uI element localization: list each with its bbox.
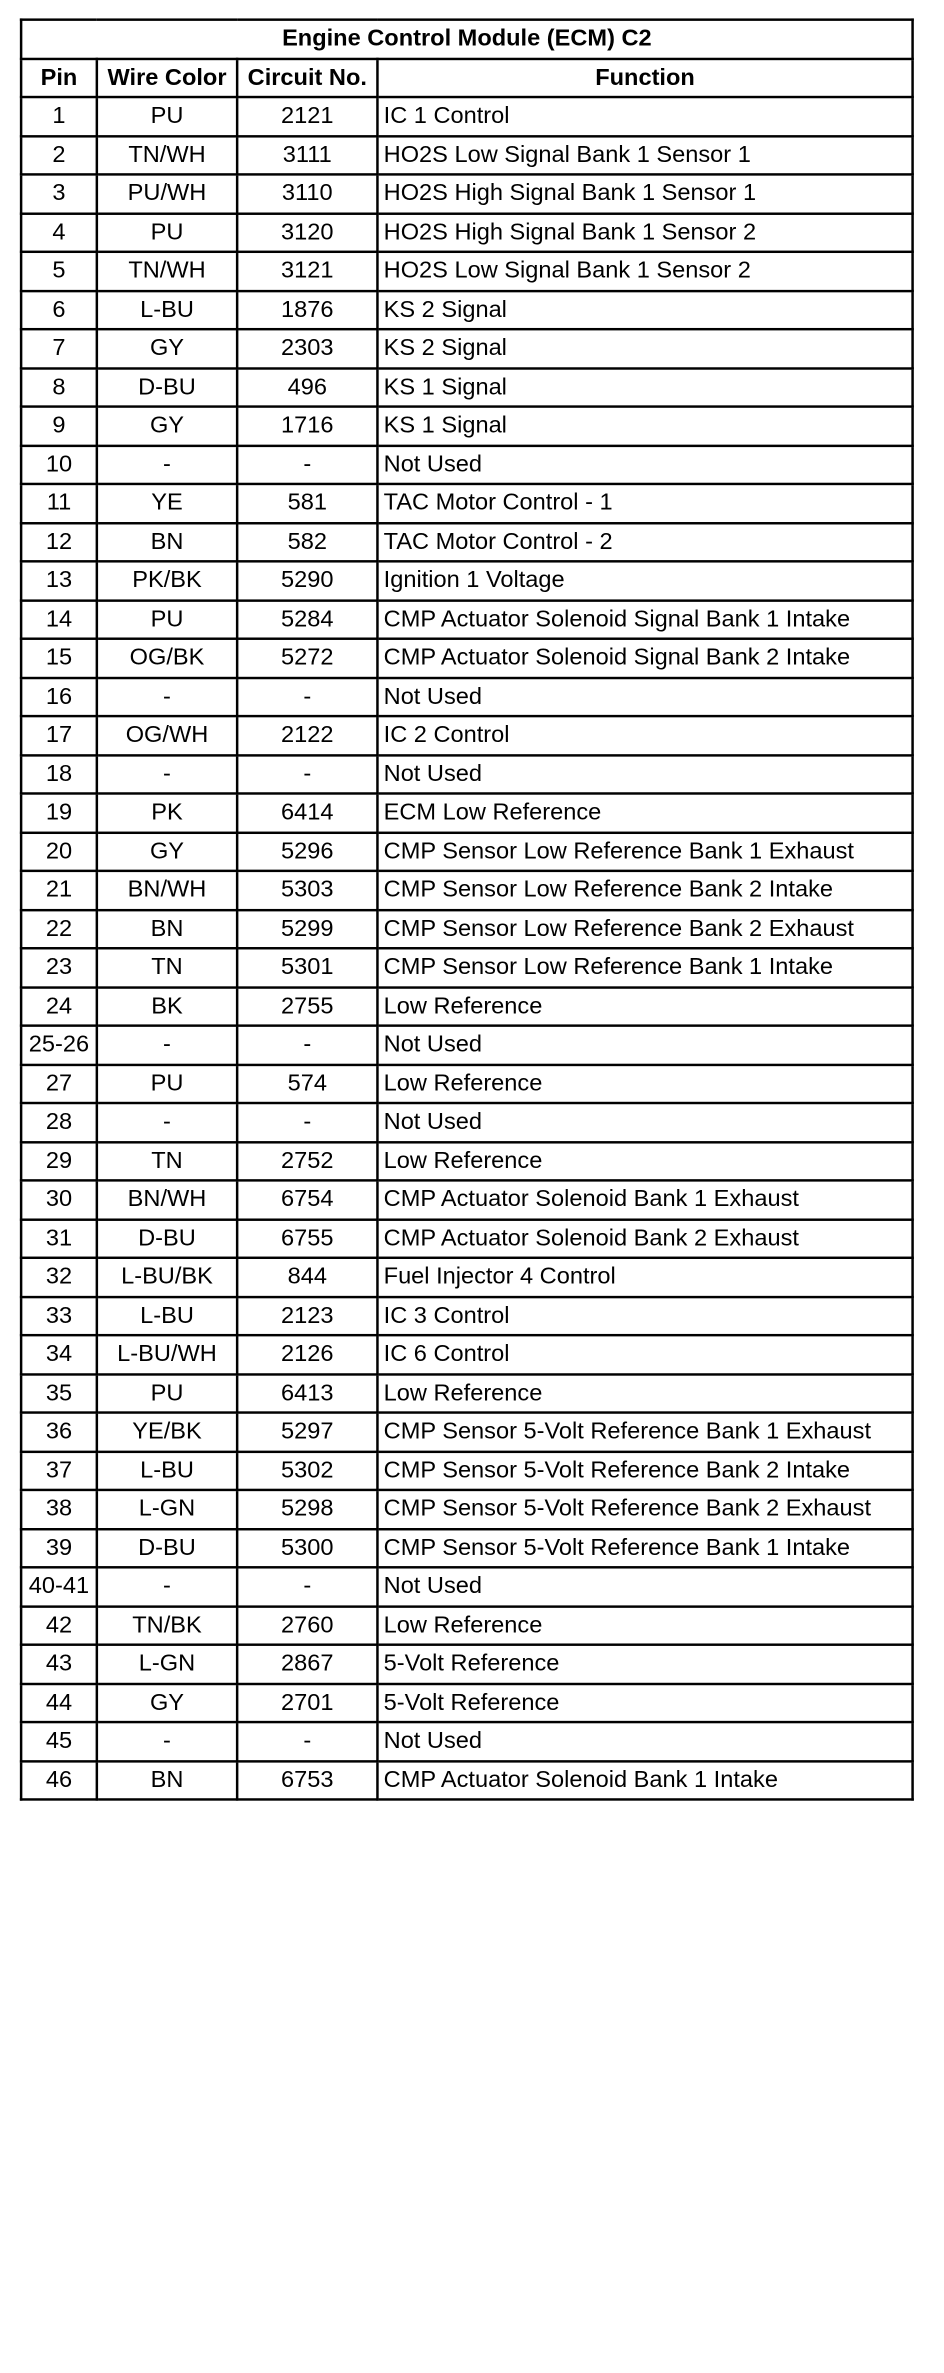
wire-color-cell: - xyxy=(97,445,237,484)
circuit-number-cell: 5303 xyxy=(237,871,377,910)
wire-color-cell: L-BU/BK xyxy=(97,1258,237,1297)
pin-cell: 24 xyxy=(21,987,97,1026)
pin-cell: 34 xyxy=(21,1335,97,1374)
function-cell: Low Reference xyxy=(377,1142,912,1181)
table-row xyxy=(21,1180,913,1219)
function-cell: CMP Actuator Solenoid Bank 1 Exhaust xyxy=(377,1180,912,1219)
circuit-number-cell: 6753 xyxy=(237,1761,377,1800)
function-cell: ECM Low Reference xyxy=(377,793,912,832)
circuit-number-cell: 5300 xyxy=(237,1529,377,1568)
wire-color-cell: - xyxy=(97,755,237,794)
wire-color-cell: OG/WH xyxy=(97,716,237,755)
circuit-number-cell: 2122 xyxy=(237,716,377,755)
circuit-number-cell: 5290 xyxy=(237,561,377,600)
table-row xyxy=(21,1026,913,1065)
circuit-number-cell: 582 xyxy=(237,523,377,562)
pin-cell: 2 xyxy=(21,136,97,175)
pin-cell: 36 xyxy=(21,1413,97,1452)
function-cell: CMP Sensor Low Reference Bank 2 Intake xyxy=(377,871,912,910)
table-row xyxy=(21,523,913,562)
function-cell: CMP Actuator Solenoid Signal Bank 1 Intake xyxy=(377,600,912,639)
function-cell: HO2S High Signal Bank 1 Sensor 1 xyxy=(377,174,912,213)
pin-cell: 14 xyxy=(21,600,97,639)
table-header-row xyxy=(21,58,913,97)
circuit-number-cell: 2867 xyxy=(237,1645,377,1684)
table-row xyxy=(21,910,913,949)
table-row xyxy=(21,832,913,871)
pin-cell: 5 xyxy=(21,252,97,291)
wire-color-cell: - xyxy=(97,1103,237,1142)
function-cell: CMP Sensor Low Reference Bank 2 Exhaust xyxy=(377,910,912,949)
circuit-number-cell: - xyxy=(237,677,377,716)
function-cell: CMP Sensor 5-Volt Reference Bank 2 Exhaust xyxy=(377,1490,912,1529)
circuit-number-cell: 581 xyxy=(237,484,377,523)
circuit-number-cell: 6754 xyxy=(237,1180,377,1219)
circuit-number-cell: - xyxy=(237,1026,377,1065)
wire-color-cell: L-BU xyxy=(97,290,237,329)
wire-color-cell: L-GN xyxy=(97,1490,237,1529)
table-row xyxy=(21,1722,913,1761)
wire-color-cell: TN xyxy=(97,1142,237,1181)
table-row xyxy=(21,213,913,252)
pin-cell: 3 xyxy=(21,174,97,213)
wire-color-cell: GY xyxy=(97,407,237,446)
circuit-number-cell: 6413 xyxy=(237,1374,377,1413)
table-row xyxy=(21,793,913,832)
table-row xyxy=(21,1606,913,1645)
pin-cell: 25-26 xyxy=(21,1026,97,1065)
circuit-number-cell: 3111 xyxy=(237,136,377,175)
circuit-number-cell: 5302 xyxy=(237,1451,377,1490)
table-row xyxy=(21,97,913,136)
function-cell: HO2S Low Signal Bank 1 Sensor 2 xyxy=(377,252,912,291)
circuit-number-cell: 3120 xyxy=(237,213,377,252)
circuit-number-cell: 2701 xyxy=(237,1683,377,1722)
circuit-number-cell: 5296 xyxy=(237,832,377,871)
function-cell: Not Used xyxy=(377,755,912,794)
table-row xyxy=(21,174,913,213)
circuit-number-cell: 2126 xyxy=(237,1335,377,1374)
wire-color-cell: GY xyxy=(97,832,237,871)
wire-color-cell: - xyxy=(97,1567,237,1606)
pin-cell: 38 xyxy=(21,1490,97,1529)
circuit-number-cell: 5272 xyxy=(237,639,377,678)
pin-cell: 12 xyxy=(21,523,97,562)
wire-color-cell: - xyxy=(97,1026,237,1065)
circuit-number-cell: 3110 xyxy=(237,174,377,213)
pin-cell: 37 xyxy=(21,1451,97,1490)
pin-cell: 35 xyxy=(21,1374,97,1413)
wire-color-cell: TN/BK xyxy=(97,1606,237,1645)
wire-color-cell: YE/BK xyxy=(97,1413,237,1452)
pin-cell: 9 xyxy=(21,407,97,446)
function-cell: Not Used xyxy=(377,1103,912,1142)
function-cell: CMP Sensor Low Reference Bank 1 Intake xyxy=(377,948,912,987)
pin-cell: 21 xyxy=(21,871,97,910)
table-row xyxy=(21,639,913,678)
circuit-number-cell: 574 xyxy=(237,1064,377,1103)
table-row xyxy=(21,329,913,368)
function-cell: CMP Actuator Solenoid Bank 1 Intake xyxy=(377,1761,912,1800)
circuit-number-cell: 2123 xyxy=(237,1296,377,1335)
wire-color-cell: BN/WH xyxy=(97,1180,237,1219)
table-row xyxy=(21,368,913,407)
wire-color-cell: BK xyxy=(97,987,237,1026)
function-cell: IC 1 Control xyxy=(377,97,912,136)
table-row xyxy=(21,1335,913,1374)
function-cell: Ignition 1 Voltage xyxy=(377,561,912,600)
wire-color-cell: D-BU xyxy=(97,1219,237,1258)
circuit-number-cell: - xyxy=(237,445,377,484)
table-title-row xyxy=(21,20,913,59)
header-wire-color: Wire Color xyxy=(97,58,237,97)
function-cell: CMP Sensor Low Reference Bank 1 Exhaust xyxy=(377,832,912,871)
table-row xyxy=(21,1645,913,1684)
table-row xyxy=(21,1567,913,1606)
function-cell: IC 6 Control xyxy=(377,1335,912,1374)
circuit-number-cell: 496 xyxy=(237,368,377,407)
table-row xyxy=(21,136,913,175)
wire-color-cell: BN xyxy=(97,910,237,949)
circuit-number-cell: - xyxy=(237,1722,377,1761)
table-row xyxy=(21,445,913,484)
table-row xyxy=(21,1064,913,1103)
wire-color-cell: PU/WH xyxy=(97,174,237,213)
circuit-number-cell: 2303 xyxy=(237,329,377,368)
wire-color-cell: L-BU/WH xyxy=(97,1335,237,1374)
function-cell: HO2S Low Signal Bank 1 Sensor 1 xyxy=(377,136,912,175)
function-cell: Low Reference xyxy=(377,1374,912,1413)
pin-cell: 1 xyxy=(21,97,97,136)
function-cell: KS 1 Signal xyxy=(377,368,912,407)
wire-color-cell: TN xyxy=(97,948,237,987)
pin-cell: 11 xyxy=(21,484,97,523)
circuit-number-cell: 5298 xyxy=(237,1490,377,1529)
table-body xyxy=(21,97,913,1799)
circuit-number-cell: 2755 xyxy=(237,987,377,1026)
ecm-connector-table xyxy=(20,18,914,1800)
circuit-number-cell: 2760 xyxy=(237,1606,377,1645)
table-title: Engine Control Module (ECM) C2 xyxy=(21,20,913,59)
table-row xyxy=(21,1103,913,1142)
wire-color-cell: PU xyxy=(97,1064,237,1103)
table-row xyxy=(21,1142,913,1181)
circuit-number-cell: 2121 xyxy=(237,97,377,136)
pin-cell: 43 xyxy=(21,1645,97,1684)
wire-color-cell: PU xyxy=(97,97,237,136)
pin-cell: 27 xyxy=(21,1064,97,1103)
wire-color-cell: PK xyxy=(97,793,237,832)
pin-cell: 23 xyxy=(21,948,97,987)
function-cell: 5-Volt Reference xyxy=(377,1683,912,1722)
table-row xyxy=(21,561,913,600)
pin-cell: 42 xyxy=(21,1606,97,1645)
wire-color-cell: D-BU xyxy=(97,368,237,407)
function-cell: Low Reference xyxy=(377,987,912,1026)
pin-cell: 28 xyxy=(21,1103,97,1142)
table-row xyxy=(21,716,913,755)
wire-color-cell: GY xyxy=(97,329,237,368)
table-row xyxy=(21,987,913,1026)
function-cell: KS 2 Signal xyxy=(377,329,912,368)
pin-cell: 40-41 xyxy=(21,1567,97,1606)
function-cell: KS 2 Signal xyxy=(377,290,912,329)
circuit-number-cell: 5299 xyxy=(237,910,377,949)
table-row xyxy=(21,1490,913,1529)
wire-color-cell: L-BU xyxy=(97,1451,237,1490)
table-row xyxy=(21,677,913,716)
function-cell: CMP Sensor 5-Volt Reference Bank 2 Intake xyxy=(377,1451,912,1490)
table-row xyxy=(21,1374,913,1413)
circuit-number-cell: 1716 xyxy=(237,407,377,446)
circuit-number-cell: 5301 xyxy=(237,948,377,987)
table-row xyxy=(21,290,913,329)
function-cell: Not Used xyxy=(377,677,912,716)
wire-color-cell: YE xyxy=(97,484,237,523)
function-cell: Fuel Injector 4 Control xyxy=(377,1258,912,1297)
wire-color-cell: - xyxy=(97,677,237,716)
table-row xyxy=(21,1451,913,1490)
table-row xyxy=(21,1219,913,1258)
pin-cell: 7 xyxy=(21,329,97,368)
wire-color-cell: BN/WH xyxy=(97,871,237,910)
pin-cell: 4 xyxy=(21,213,97,252)
function-cell: KS 1 Signal xyxy=(377,407,912,446)
pin-cell: 31 xyxy=(21,1219,97,1258)
function-cell: 5-Volt Reference xyxy=(377,1645,912,1684)
pin-cell: 10 xyxy=(21,445,97,484)
header-circuit-no: Circuit No. xyxy=(237,58,377,97)
function-cell: Not Used xyxy=(377,1722,912,1761)
wire-color-cell: BN xyxy=(97,523,237,562)
function-cell: CMP Sensor 5-Volt Reference Bank 1 Exhaust xyxy=(377,1413,912,1452)
function-cell: CMP Actuator Solenoid Signal Bank 2 Intake xyxy=(377,639,912,678)
wire-color-cell: TN/WH xyxy=(97,136,237,175)
pin-cell: 30 xyxy=(21,1180,97,1219)
pin-cell: 8 xyxy=(21,368,97,407)
circuit-number-cell: 5297 xyxy=(237,1413,377,1452)
table-row xyxy=(21,1296,913,1335)
table-row xyxy=(21,600,913,639)
function-cell: HO2S High Signal Bank 1 Sensor 2 xyxy=(377,213,912,252)
function-cell: IC 3 Control xyxy=(377,1296,912,1335)
header-function: Function xyxy=(377,58,912,97)
table-row xyxy=(21,484,913,523)
table-row xyxy=(21,1529,913,1568)
circuit-number-cell: 844 xyxy=(237,1258,377,1297)
circuit-number-cell: - xyxy=(237,755,377,794)
pin-cell: 22 xyxy=(21,910,97,949)
table-row xyxy=(21,252,913,291)
function-cell: Low Reference xyxy=(377,1606,912,1645)
wire-color-cell: TN/WH xyxy=(97,252,237,291)
table-row xyxy=(21,1413,913,1452)
circuit-number-cell: 6414 xyxy=(237,793,377,832)
wire-color-cell: PU xyxy=(97,1374,237,1413)
wire-color-cell: PU xyxy=(97,213,237,252)
pin-cell: 15 xyxy=(21,639,97,678)
pin-cell: 13 xyxy=(21,561,97,600)
pin-cell: 46 xyxy=(21,1761,97,1800)
circuit-number-cell: - xyxy=(237,1103,377,1142)
function-cell: Not Used xyxy=(377,445,912,484)
pin-cell: 29 xyxy=(21,1142,97,1181)
circuit-number-cell: - xyxy=(237,1567,377,1606)
wire-color-cell: PU xyxy=(97,600,237,639)
circuit-number-cell: 2752 xyxy=(237,1142,377,1181)
pin-cell: 39 xyxy=(21,1529,97,1568)
circuit-number-cell: 1876 xyxy=(237,290,377,329)
table-row xyxy=(21,407,913,446)
wire-color-cell: - xyxy=(97,1722,237,1761)
table-row xyxy=(21,1761,913,1800)
circuit-number-cell: 6755 xyxy=(237,1219,377,1258)
function-cell: CMP Actuator Solenoid Bank 2 Exhaust xyxy=(377,1219,912,1258)
wire-color-cell: BN xyxy=(97,1761,237,1800)
pin-cell: 6 xyxy=(21,290,97,329)
wire-color-cell: GY xyxy=(97,1683,237,1722)
pin-cell: 19 xyxy=(21,793,97,832)
pin-cell: 17 xyxy=(21,716,97,755)
wire-color-cell: OG/BK xyxy=(97,639,237,678)
wire-color-cell: L-BU xyxy=(97,1296,237,1335)
wire-color-cell: PK/BK xyxy=(97,561,237,600)
function-cell: Low Reference xyxy=(377,1064,912,1103)
function-cell: CMP Sensor 5-Volt Reference Bank 1 Intake xyxy=(377,1529,912,1568)
function-cell: IC 2 Control xyxy=(377,716,912,755)
circuit-number-cell: 5284 xyxy=(237,600,377,639)
function-cell: Not Used xyxy=(377,1567,912,1606)
table-row xyxy=(21,1258,913,1297)
pin-cell: 18 xyxy=(21,755,97,794)
pin-cell: 44 xyxy=(21,1683,97,1722)
table-row xyxy=(21,755,913,794)
table-row xyxy=(21,948,913,987)
header-pin: Pin xyxy=(21,58,97,97)
table-row xyxy=(21,871,913,910)
circuit-number-cell: 3121 xyxy=(237,252,377,291)
pin-cell: 16 xyxy=(21,677,97,716)
pin-cell: 32 xyxy=(21,1258,97,1297)
pin-cell: 45 xyxy=(21,1722,97,1761)
function-cell: TAC Motor Control - 2 xyxy=(377,523,912,562)
table-row xyxy=(21,1683,913,1722)
wire-color-cell: D-BU xyxy=(97,1529,237,1568)
pin-cell: 33 xyxy=(21,1296,97,1335)
function-cell: TAC Motor Control - 1 xyxy=(377,484,912,523)
function-cell: Not Used xyxy=(377,1026,912,1065)
pin-cell: 20 xyxy=(21,832,97,871)
wire-color-cell: L-GN xyxy=(97,1645,237,1684)
